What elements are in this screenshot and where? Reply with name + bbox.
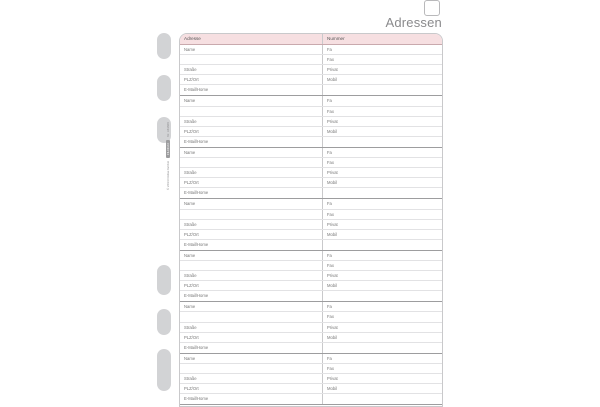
imprint-copyright: © 2014 Filofax GmbH — [166, 161, 170, 190]
number-field-label[interactable]: Fax — [327, 262, 334, 268]
table-row — [180, 117, 442, 127]
table-row — [180, 312, 442, 322]
page-corner-tab — [424, 0, 440, 16]
number-field-label[interactable]: Fax — [327, 57, 334, 63]
table-row — [180, 210, 442, 220]
number-field-label[interactable]: Fa — [327, 47, 332, 52]
address-field-label[interactable] — [180, 158, 323, 167]
table-row — [180, 168, 442, 178]
address-entry — [180, 45, 442, 96]
number-field-label[interactable] — [323, 188, 442, 198]
table-row — [180, 45, 442, 55]
address-field-label[interactable]: E-Mail/Home — [180, 394, 323, 404]
table-row — [180, 158, 442, 168]
number-field-label[interactable]: Mobil — [327, 77, 338, 83]
table-row — [180, 188, 442, 198]
address-field-label[interactable]: Name — [180, 45, 323, 54]
table-row — [180, 291, 442, 301]
table-row — [180, 261, 442, 271]
side-imprint — [166, 122, 170, 190]
address-field-label[interactable]: Straße — [180, 374, 323, 383]
number-field-label[interactable]: Fax — [327, 108, 334, 114]
number-field-label[interactable]: Privat — [327, 67, 338, 73]
address-field-label[interactable]: PLZ/Ort — [180, 281, 323, 290]
number-field-label[interactable]: Mobil — [327, 128, 338, 134]
address-field-label[interactable] — [180, 261, 323, 270]
number-field-label[interactable]: Privat — [327, 273, 338, 279]
table-row — [180, 323, 442, 333]
number-field-label[interactable]: Mobil — [327, 180, 338, 186]
address-field-label[interactable]: PLZ/Ort — [180, 75, 323, 84]
address-entry — [180, 148, 442, 199]
binder-hole — [157, 309, 171, 335]
address-entry — [180, 354, 442, 405]
table-row — [180, 384, 442, 394]
address-field-label[interactable]: PLZ/Ort — [180, 178, 323, 187]
address-field-label[interactable]: Straße — [180, 168, 323, 177]
address-field-label[interactable] — [180, 210, 323, 219]
table-row — [180, 333, 442, 343]
address-field-label[interactable]: E-Mail/Home — [180, 240, 323, 250]
address-field-label[interactable]: PLZ/Ort — [180, 333, 323, 342]
number-field-label[interactable]: Mobil — [327, 386, 338, 392]
number-field-label[interactable] — [323, 85, 442, 95]
address-field-label[interactable]: Straße — [180, 117, 323, 126]
address-field-label[interactable]: PLZ/Ort — [180, 384, 323, 393]
table-row — [180, 55, 442, 65]
number-field-label[interactable]: Privat — [327, 221, 338, 227]
binder-hole — [157, 33, 171, 59]
table-row — [180, 251, 442, 261]
table-row — [180, 281, 442, 291]
imprint-badge: FILOFAX — [166, 140, 170, 158]
number-field-label[interactable]: Privat — [327, 118, 338, 124]
number-field-label[interactable]: Fax — [327, 314, 334, 320]
address-field-label[interactable]: Straße — [180, 220, 323, 229]
header-nummer: Nummer — [327, 36, 345, 41]
number-field-label[interactable]: Fax — [327, 160, 334, 166]
table-row — [180, 127, 442, 137]
address-field-label[interactable]: Name — [180, 354, 323, 363]
table-row — [180, 107, 442, 117]
address-field-label[interactable] — [180, 364, 323, 373]
address-entry — [180, 199, 442, 250]
table-row — [180, 75, 442, 85]
table-row — [180, 65, 442, 75]
table-row — [180, 199, 442, 209]
address-entry — [180, 96, 442, 147]
table-row — [180, 96, 442, 106]
address-table — [179, 33, 443, 407]
table-row — [180, 364, 442, 374]
binder-hole — [157, 75, 171, 101]
number-field-label[interactable]: Mobil — [327, 231, 338, 237]
number-field-label[interactable]: Fa — [327, 149, 332, 155]
number-field-label[interactable]: Mobil — [327, 334, 338, 340]
table-row — [180, 137, 442, 147]
table-header — [180, 34, 442, 45]
table-row — [180, 271, 442, 281]
number-field-label[interactable]: Mobil — [327, 283, 338, 289]
table-row — [180, 374, 442, 384]
address-field-label[interactable]: Name — [180, 251, 323, 260]
table-row — [180, 343, 442, 353]
address-field-label[interactable]: Straße — [180, 65, 323, 74]
address-field-label[interactable] — [180, 312, 323, 321]
page-title: Adressen — [385, 15, 442, 30]
table-row — [180, 394, 442, 404]
header-adresse: Adresse — [180, 34, 323, 44]
address-field-label[interactable]: Name — [180, 96, 323, 105]
number-field-label[interactable]: Fax — [327, 211, 334, 217]
address-field-label[interactable]: E-Mail/Home — [180, 343, 323, 353]
address-field-label[interactable]: Name — [180, 148, 323, 157]
number-field-label[interactable]: Fa — [327, 304, 332, 310]
address-field-label[interactable] — [180, 107, 323, 116]
number-field-label[interactable] — [323, 240, 442, 250]
address-field-label[interactable] — [180, 55, 323, 64]
table-row — [180, 240, 442, 250]
number-field-label[interactable] — [323, 291, 442, 301]
imprint-number: Nr. 343606 — [166, 122, 170, 137]
table-row — [180, 302, 442, 312]
table-row — [180, 148, 442, 158]
address-entry — [180, 302, 442, 353]
number-field-label[interactable]: Fa — [327, 252, 332, 258]
table-row — [180, 220, 442, 230]
address-field-label[interactable]: E-Mail/Home — [180, 291, 323, 301]
address-field-label[interactable]: Straße — [180, 271, 323, 280]
binder-hole — [157, 349, 171, 391]
address-field-label[interactable]: Straße — [180, 323, 323, 332]
address-field-label[interactable]: PLZ/Ort — [180, 230, 323, 239]
address-field-label[interactable]: PLZ/Ort — [180, 127, 323, 136]
number-field-label[interactable] — [323, 137, 442, 147]
number-field-label[interactable]: Fax — [327, 365, 334, 371]
address-field-label[interactable]: E-Mail/Home — [180, 188, 323, 198]
table-row — [180, 230, 442, 240]
address-field-label[interactable]: E-Mail/Home — [180, 137, 323, 147]
address-entry — [180, 251, 442, 302]
table-row — [180, 178, 442, 188]
number-field-label[interactable]: Privat — [327, 376, 338, 381]
number-field-label[interactable] — [323, 343, 442, 353]
number-field-label[interactable]: Privat — [327, 170, 338, 176]
table-row — [180, 354, 442, 364]
number-field-label[interactable]: Fa — [327, 201, 332, 207]
number-field-label[interactable]: Fa — [327, 98, 332, 104]
number-field-label[interactable] — [323, 394, 442, 404]
number-field-label[interactable]: Privat — [327, 324, 338, 330]
table-row — [180, 85, 442, 95]
address-field-label[interactable]: E-Mail/Home — [180, 85, 323, 95]
address-field-label[interactable]: Name — [180, 199, 323, 208]
binder-hole — [157, 265, 171, 295]
address-field-label[interactable]: Name — [180, 302, 323, 311]
number-field-label[interactable]: Fa — [327, 355, 332, 361]
